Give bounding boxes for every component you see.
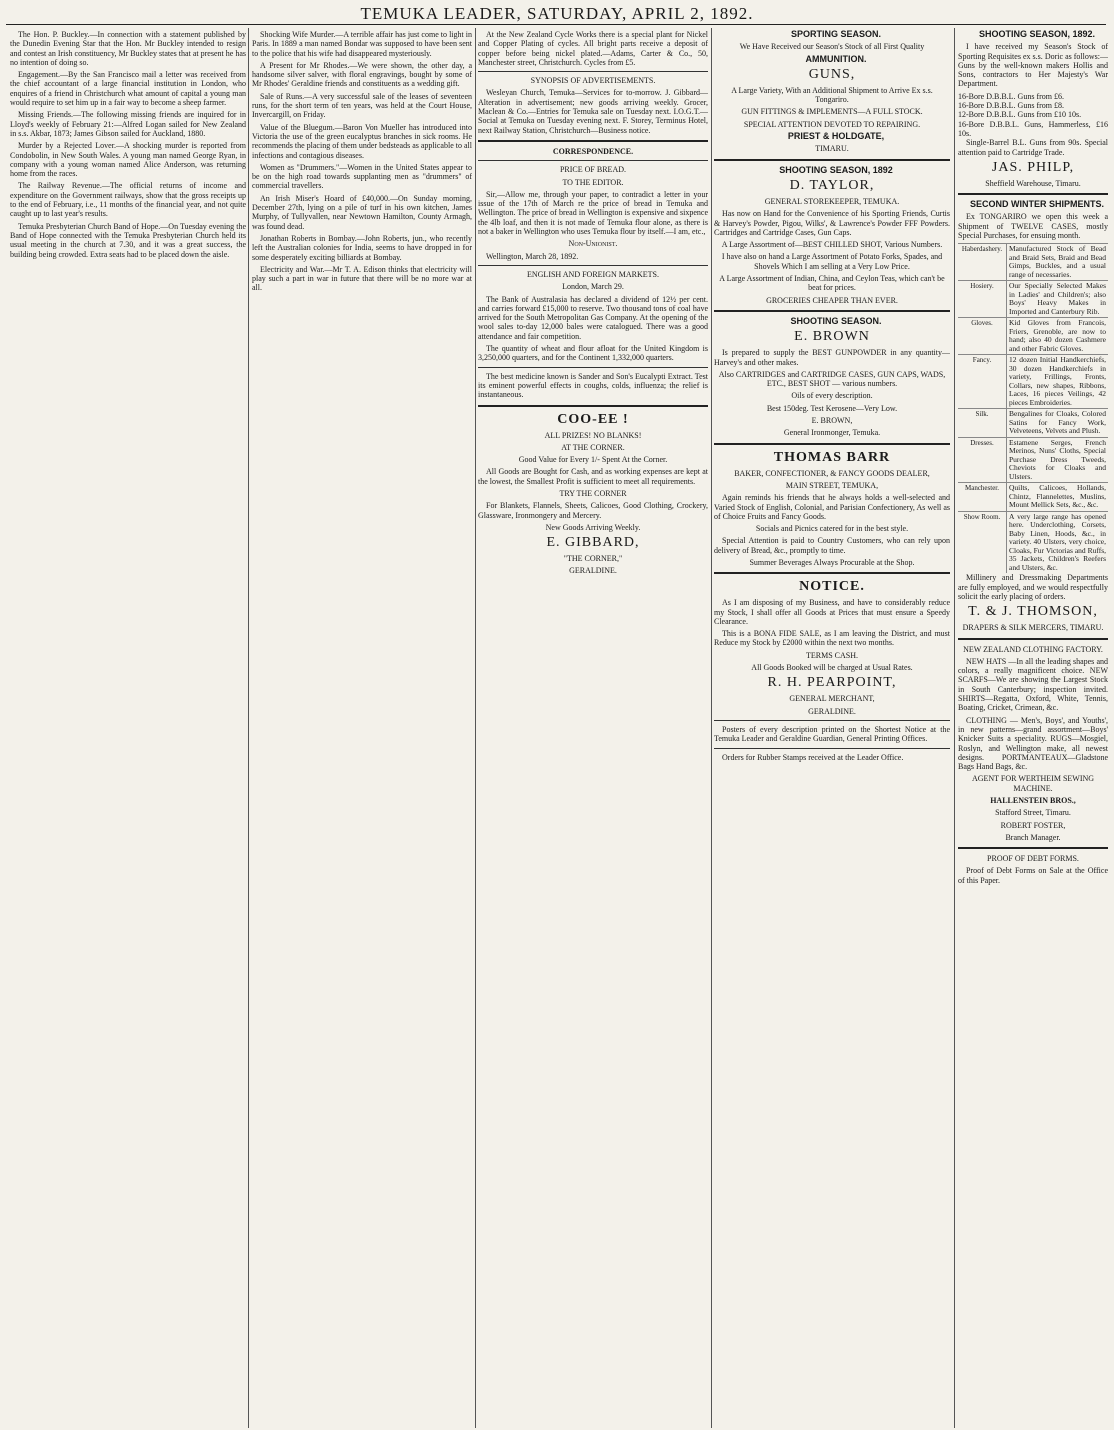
table-row: Gloves. Kid Gloves from Francois, Friers, Grenoble, are now to hand; also 40 dozen Cashmere and other Fabric Gloves.: [958, 318, 1108, 355]
top-rule: [6, 24, 1106, 25]
synopsis-body: Wesleyan Church, Temuka—Services for to-morrow. J. Gibbard—Alteration in advertisement; new goods arriving weekly. Grocer, Maclean & Co.—Entries for Temuka sale on Tuesday next. I.O.G.T.—Social at Temuka on Tuesday evening next. F. Storey, Terminus Hotel, next Railway Station, Christchurch—Business notice.: [478, 88, 708, 135]
ad-body: ROBERT FOSTER,: [1000, 820, 1066, 830]
ad-title: SHOOTING SEASON, 1892.: [978, 30, 1096, 39]
ad-body: AGENT FOR WERTHEIM SEWING MACHINE.: [971, 774, 1095, 793]
ad-body: This is a BONA FIDE SALE, as I am leaving the District, and must Reduce my Stock by £2000 within the next two months.: [714, 629, 950, 648]
ad-body: I have also on hand a Large Assortment of Potato Forks, Spades, and Shovels Which I am selling at a Very Low Price.: [721, 252, 943, 271]
news-paragraph: Engagement.—By the San Francisco mail a letter was received from the chief accountant of a large financial institution in London, who enquires of a friend in Christchurch what amount of capital a young man would require to set him up in a fair way to become a sheep farmer.: [10, 70, 246, 108]
cooee-title: COO-EE !: [557, 411, 629, 427]
cooee-body: All Goods are Bought for Cash, and as working expenses are kept at the lowest, the Smallest Profit is sufficient to meet all requirements.: [478, 467, 708, 486]
gun-list: [958, 92, 1108, 138]
ad-body: Sheffield Warehouse, Timaru.: [985, 178, 1081, 188]
column-divider: [954, 28, 955, 1428]
news-paragraph: A Present for Mr Rhodes.—We were shown, the other day, a handsome silver salver, with floral engravings, bought by some of Mr Rhodes' Geraldine friends and constituents as a wedding gift.: [252, 60, 472, 89]
ad-body: DRAPERS & SILK MERCERS, TIMARU.: [962, 623, 1104, 633]
cooee-name: E. GIBBARD,: [546, 535, 640, 551]
medicine-notice: The best medicine known is Sander and Son's Eucalypti Extract. Test its eminent powerful effects in coughs, colds, influenza; the relief is instantaneous.: [478, 371, 708, 400]
ad-body: Posters of every description printed on the Shortest Notice at the Temuka Leader and Geraldine Guardian, General Printing Offices.: [714, 724, 950, 744]
ad-body: E. BROWN,: [811, 416, 853, 426]
ads-column-5: [958, 30, 1108, 1426]
markets-title: ENGLISH AND FOREIGN MARKETS.: [526, 269, 659, 279]
cooee-weekly: New Goods Arriving Weekly.: [545, 522, 641, 532]
ad-body: TERMS CASH.: [805, 650, 858, 660]
cooee-line: Good Value for Every 1/- Spent At the Corner.: [518, 455, 668, 465]
news-paragraph: Sale of Runs.—A very successful sale of the leases of seventeen runs, for the short term of ten years, was held at the Court House, Invercargill, on Friday.: [252, 91, 472, 120]
ad-body: I have received my Season's Stock of Sporting Requisites ex s.s. Doric as follows:—Guns by the well-known makers Hollis and Sons, contractors to Her Majesty's War Department.: [958, 42, 1108, 89]
ad-body: Single-Barrel B.L. Guns from 90s. Special attention paid to Cartridge Trade.: [958, 138, 1108, 157]
table-row: Hosiery. Our Specially Selected Makes in Ladies' and Children's; also Boys' Heavy Makes in Imported and Canterbury Rib.: [958, 281, 1108, 318]
cooee-line: ALL PRIZES! NO BLANKS!: [544, 430, 642, 440]
ad-title: GUNS,: [808, 66, 856, 82]
news-paragraph: Temuka Presbyterian Church Band of Hope.—On Tuesday evening the Band of Hope connected with the Temuka Presbyterian Church held its usual meeting in the church at 7.30, and it was a great success, the building being crowded. Extra seats had to be placed down the aisle.: [10, 221, 246, 259]
ad-title: SHOOTING SEASON.: [790, 315, 882, 326]
news-paragraph: The Railway Revenue.—The official returns of income and expenditure on the Government railways, show that the gross receipts up to the end of February, i.e., 11 months of the financial year, and not quite caught up to last year's results.: [10, 181, 246, 219]
ad-body: A Large Assortment of Indian, China, and Ceylon Teas, which can't be beat for prices.: [719, 274, 945, 293]
ad-body: Stafford Street, Timaru.: [995, 808, 1071, 818]
ad-body: General Ironmonger, Temuka.: [783, 428, 881, 438]
cooee-corner: "THE CORNER,": [563, 554, 623, 564]
cooee-goods: For Blankets, Flannels, Sheets, Calicoes, Good Clothing, Crockery, Glassware, Ironmongery and Mercery.: [478, 501, 708, 520]
ad-title: E. BROWN: [794, 329, 870, 345]
ad-body: All Goods Booked will be charged at Usual Rates.: [751, 663, 913, 673]
ad-body: Again reminds his friends that he always holds a well-selected and Varied Stock of English, Colonial, and Parisian Confectionery, As well as of Choice Fruits and Fancy Goods.: [714, 493, 950, 521]
column-divider: [475, 28, 476, 1428]
table-row: Dresses. Estamene Serges, French Merinos, Nuns' Cloths, Special Purchase Dress Tweeds, Cheviots for Cloaks and Ulsters.: [958, 437, 1108, 483]
markets-body: The quantity of wheat and flour afloat for the United Kingdom is 3,250,000 quarters, and for the Continent 1,332,000 quarters.: [478, 344, 708, 363]
ad-title: THOMAS BARR: [773, 449, 891, 465]
ad-title: SECOND WINTER SHIPMENTS.: [969, 199, 1104, 210]
column-divider: [711, 28, 712, 1428]
ad-body: Has now on Hand for the Convenience of his Sporting Friends, Curtis & Harvey's Powder, Pigou, Wilks', & Lawrence's Powder FFF Powders. Cartridges and Cartridge Cases, Gun Caps.: [714, 209, 950, 237]
ad-title: D. TAYLOR,: [789, 177, 875, 193]
list-item: 16-Bore D.B.B.L. Guns, Hammerless, £16 10s.: [958, 119, 1108, 138]
table-row: Manchester. Quilts, Calicoes, Hollands, Chintz, Flannelettes, Muslins, Mount Mellick Sets, &c., &c.: [958, 483, 1108, 512]
news-paragraph: Missing Friends.—The following missing friends are inquired for in Lloyd's weekly of February 21:—Alfred Logan sailed for New Zealand in s.s. Akbar, 1873; James Gibson sailed for Auckland, 1880.: [10, 110, 246, 138]
ad-body: Millinery and Dressmaking Departments are fully employed, and we would respectfully solicit the early placing of orders.: [958, 573, 1108, 601]
correspondence-subtitle: PRICE OF BREAD.: [559, 165, 626, 175]
ad-body: Socials and Picnics catered for in the best style.: [755, 524, 909, 534]
column-divider: [248, 28, 249, 1428]
cooee-line: AT THE CORNER.: [561, 442, 625, 452]
ad-body: NEW HATS —In all the leading shapes and colors, a really magnificent choice. NEW SCARFS—We are showing the Largest Stock in South Canterbury; inspection invited. SHIRTS—Regatta, Oxford, White, Tennis, Boating, Cricket, Crimean, &c.: [958, 656, 1108, 713]
markets-body: The Bank of Australasia has declared a dividend of 12½ per cent. and carries forward £15,000 to reserve. Two thousand tons of coal have arrived for the South Metropolitan Gas Company. At the opening of the wool sales to-day 12,000 bales were catalogued. There was a good attendance and fair competition.: [478, 294, 708, 341]
ad-title: SHOOTING SEASON, 1892: [779, 164, 893, 175]
table-row: Haberdashery. Manufactured Stock of Bead and Braid Sets, Braid and Bead Gimps, Buckles, and a usual range of necessaries.: [958, 244, 1108, 281]
news-paragraph: An Irish Miser's Hoard of £40,000.—On Sunday morning, December 27th, lying on a pile of turf in his own kitchen, James Murphy, of Tullyvallen, near Newtown Hamilton, County Armagh, was found dead.: [252, 193, 472, 231]
ad-body: Special Attention is paid to Country Customers, who can rely upon delivery of Bread, &c., promptly to time.: [714, 536, 950, 555]
ad-title: NEW ZEALAND CLOTHING FACTORY.: [963, 644, 1103, 654]
ad-body: GENERAL STOREKEEPER, TEMUKA.: [764, 196, 900, 206]
table-row: Fancy. 12 dozen Initial Handkerchiefs, 30 dozen Handkerchiefs in variety, Frillings, Fronts, Collars, new shapes, Ribbons, Laces, 16 pieces Veilings, 42 pieces Embroideries.: [958, 355, 1108, 409]
news-paragraph: Women as "Drummers."—Women in the United States appear to be on the high road towards supplanting men as "drummers" of commercial travellers.: [252, 162, 472, 191]
ad-title: PRIEST & HOLDGATE,: [787, 131, 885, 142]
ad-body: TIMARU.: [815, 144, 849, 154]
news-paragraph: Murder by a Rejected Lover.—A shocking murder is reported from Condobolin, in New South Wales. A young man named George Ryan, in company with a young woman named Alice Anderson, was returning home from the races.: [10, 141, 246, 179]
list-item: 16-Bore D.B.B.L. Guns from £6.: [958, 91, 1064, 101]
ad-body: GUN FITTINGS & IMPLEMENTS—A FULL STOCK.: [741, 107, 923, 117]
news-column-1: [10, 30, 246, 1426]
news-paragraph: The Hon. P. Buckley.—In connection with a statement published by the Dunedin Evening Star that the Hon. Mr Buckley intended to resign and contest an Irish constituency, Mr Buckley states that at present he has no intention of doing so.: [10, 30, 246, 67]
ad-body: A Large Variety, With an Additional Shipment to Arrive Ex s.s. Tongariro.: [731, 85, 933, 105]
goods-table: [958, 243, 1108, 573]
ad-body: BAKER, CONFECTIONER, & FANCY GOODS DEALER,: [734, 468, 930, 478]
ad-title: AMMUNITION.: [805, 53, 867, 64]
ad-body: SPECIAL ATTENTION DEVOTED TO REPAIRING.: [743, 119, 921, 129]
news-column-3: [478, 30, 708, 1426]
ad-body: GROCERIES CHEAPER THAN EVER.: [766, 295, 898, 305]
ad-title: T. & J. THOMSON,: [968, 604, 1098, 620]
ad-body: GERALDINE.: [808, 706, 856, 716]
cooee-try: TRY THE CORNER: [559, 488, 627, 498]
ad-title: NOTICE.: [799, 579, 865, 595]
ad-title: R. H. PEARPOINT,: [767, 675, 897, 691]
ad-title: JAS. PHILP,: [991, 159, 1075, 175]
correspondence-body: Sir,—Allow me, through your paper, to contradict a letter in your issue of the 17th of March re the price of bread in Temuka and Wellington. The price of bread in Wellington is expensive and sixpence the 4lb loaf, and then it is not made of Temuka flour alone, as there is not a baker in Wellington who uses Temuka flour by itself.—I am, etc.,: [478, 189, 708, 237]
synopsis-title: SYNOPSIS OF ADVERTISEMENTS.: [530, 76, 656, 86]
correspondence-to: TO THE EDITOR.: [562, 177, 624, 187]
cycle-works-notice: At the New Zealand Cycle Works there is a special plant for Nickel and Copper Plating of cycles. All bright parts receive a deposit of copper before being nickel plated.—Adams, Carter & Co., 50, Manchester street, Christchurch. Cycles from £5.: [478, 30, 708, 67]
ad-body: Ex TONGARIRO we open this week a Shipment of TWELVE CASES, mostly Special Purchases, for ensuing month.: [958, 212, 1108, 241]
table-row: Show Room. A very large range has opened here. Underclothing, Corsets, Baby Linen, Hoods, &c., in variety. 40 Ulsters, very choice, Cloaks, Fur Victorias and Ruffs, 35 Jackets, Children's Reefers and Ulsters, &c.: [958, 511, 1108, 573]
ad-title: SPORTING SEASON.: [790, 30, 881, 39]
ads-column-4: [714, 30, 950, 1426]
ad-title: HALLENSTEIN BROS.,: [990, 795, 1076, 805]
correspondence-date: Wellington, March 28, 1892.: [486, 251, 579, 261]
table-row: Silk. Bengalines for Cloaks, Colored Satins for Fancy Work, Velveteens, Velvets and Plush.: [958, 409, 1108, 438]
list-item: 16-Bore D.B.B.L. Guns from £8.: [958, 101, 1064, 111]
ad-body: Orders for Rubber Stamps received at the Leader Office.: [722, 752, 904, 762]
ad-body: CLOTHING — Men's, Boys', and Youths', in new patterns—grand assortment—Boys' Knicker Suits a speciality. RUGS—Mosgiel, Roslyn, and Wellington make, all newest designs. PORTMANTEAUX—Gladstone Bags Hand Bags, &c.: [958, 715, 1108, 772]
ad-body: We Have Received our Season's Stock of all First Quality: [739, 42, 925, 52]
ad-body: Summer Beverages Always Procurable at the Shop.: [749, 557, 915, 567]
ad-body: Is prepared to supply the BEST GUNPOWDER in any quantity—Harvey's and other makes.: [714, 348, 950, 367]
news-column-2: [252, 30, 472, 1426]
news-paragraph: Jonathan Roberts in Bombay.—John Roberts, jun., who recently left the Australian colonies for India, seems to have dropped in for some desperately exciting billiards at Bombay.: [252, 233, 472, 262]
ad-body: As I am disposing of my Business, and have to considerably reduce my Stock, I shall offer all Goods at Prices that must ensure a Speedy Clearance.: [714, 598, 950, 626]
ad-body: Also CARTRIDGES and CARTRIDGE CASES, GUN CAPS, WADS, ETC., BEST SHOT — various numbers.: [718, 369, 946, 389]
ad-body: Oils of every description.: [791, 391, 873, 401]
news-paragraph: Shocking Wife Murder.—A terrible affair has just come to light in Paris. In 1889 a man named Bondar was supposed to have been sent to the police that his wife had disappeared mysteriously.: [252, 30, 472, 58]
masthead: TEMUKA LEADER, SATURDAY, APRIL 2, 1892.: [360, 4, 754, 23]
ad-body: A Large Assortment of—BEST CHILLED SHOT, Various Numbers.: [721, 240, 943, 250]
ad-body: Proof of Debt Forms on Sale at the Office of this Paper.: [958, 866, 1108, 885]
news-paragraph: Value of the Bluegum.—Baron Von Mueller has introduced into Victoria the use of the green eucalyptus branches in sick rooms. He recommends the placing of them under bedsteads as applicable to all infections and contagious diseases.: [252, 122, 472, 160]
markets-date: London, March 29.: [562, 282, 624, 292]
ad-body: Branch Manager.: [1005, 832, 1061, 842]
ad-title: PROOF OF DEBT FORMS.: [987, 854, 1079, 864]
cooee-town: GERALDINE.: [569, 566, 617, 576]
ad-body: Best 150deg. Test Kerosene—Very Low.: [766, 403, 898, 413]
list-item: 12-Bore D.B.B.L. Guns from £10 10s.: [958, 110, 1082, 120]
news-paragraph: Electricity and War.—Mr T. A. Edison thinks that electricity will play such a part in war in future that there will be no more war at all.: [252, 264, 472, 293]
ad-body: GENERAL MERCHANT,: [789, 694, 875, 704]
correspondence-title: CORRESPONDENCE.: [552, 146, 634, 156]
correspondence-signature: Non-Unionist.: [568, 239, 618, 249]
ad-body: MAIN STREET, TEMUKA,: [785, 480, 879, 490]
